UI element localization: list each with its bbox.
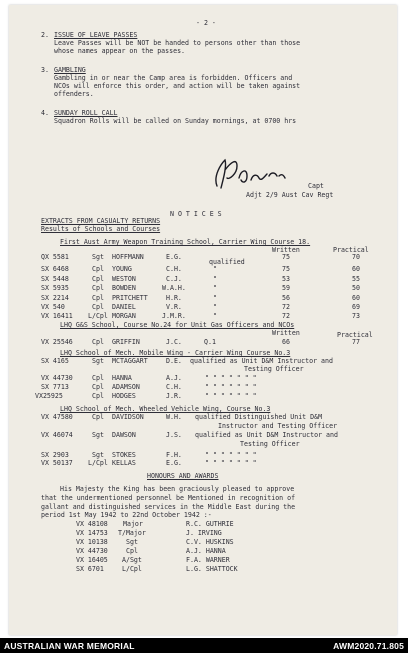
item-number: 3. [41, 66, 49, 74]
initials: W.A.H. [162, 284, 186, 292]
rank: A/Sgt [122, 556, 142, 564]
service-no: SX 5935 [41, 284, 69, 292]
service-no: SX 6468 [41, 265, 69, 273]
result: " [213, 265, 217, 273]
initials: C.J. [166, 275, 182, 283]
written-score: 75 [282, 253, 290, 261]
service-no: SX 2214 [41, 294, 69, 302]
surname: HANNA [112, 374, 132, 382]
result-text: " " " " " " " [205, 451, 257, 459]
rank: Major [123, 520, 143, 528]
initials: A.J. [166, 374, 182, 382]
surname: DANIEL [112, 303, 136, 311]
surname: ADAMSON [112, 383, 140, 391]
initials: J.M.R. [162, 312, 186, 320]
surname: WESTON [112, 275, 136, 283]
honours-line: gallant and distinguished services in the Middle East during the [41, 503, 296, 511]
rank: Cpl [92, 413, 104, 421]
initials: E.G. [166, 253, 182, 261]
item-line: offenders. [54, 90, 94, 98]
rank: Cpl [92, 303, 104, 311]
surname: HOFFMANN [112, 253, 144, 261]
rank: Cpl [92, 383, 104, 391]
initials: J.S. [166, 431, 182, 439]
initials: D.E. [166, 357, 182, 365]
service-no: VX 10138 [76, 538, 108, 546]
signature-rank: Capt [308, 182, 324, 190]
rank: Sgt [92, 431, 104, 439]
result: " [213, 275, 217, 283]
surname: HODGES [112, 392, 136, 400]
notices-title: N O T I C E S [170, 210, 222, 218]
practical-score: 60 [352, 294, 360, 302]
rank: L/Cpl [88, 312, 108, 320]
result-text: qualified as Unit D&M Instructor and [195, 431, 338, 439]
service-no: VX 16405 [76, 556, 108, 564]
surname: MCTAGGART [112, 357, 148, 365]
practical-score: 55 [352, 275, 360, 283]
service-no: SX 2903 [41, 451, 69, 459]
result-text: Instructor and Testing Officer [218, 422, 338, 430]
course-title: LHQ School of Mech. Mobile Wing - Carrier Wing Course No.3 [60, 349, 291, 357]
rank: L/Cpl [122, 565, 142, 573]
accession-number: AWM2020.71.805 [333, 641, 404, 651]
col-written: Written [272, 246, 300, 254]
initials: J.C. [166, 338, 182, 346]
surname: STOKES [112, 451, 136, 459]
written-score: 56 [282, 294, 290, 302]
item-line: Leave Passes will be NOT be handed to persons other than those [54, 39, 301, 47]
rank: Sgt [126, 538, 138, 546]
item-line: NCOs will enforce this order, and action will be taken against [54, 82, 301, 90]
course-title: First Aust Army Weapon Training School, Carrier Wing Course 18. [60, 238, 311, 246]
service-no: VX 16411 [41, 312, 73, 320]
page-number: - 2 - [196, 19, 216, 27]
practical-score: 60 [352, 265, 360, 273]
service-no: VX 48108 [76, 520, 108, 528]
rank: Cpl [92, 294, 104, 302]
initials: H.R. [166, 294, 182, 302]
result-text: qualified Distinguished Unit D&M [195, 413, 323, 421]
practical-score: 70 [352, 253, 360, 261]
rank: Sgt [92, 253, 104, 261]
written-score: 59 [282, 284, 290, 292]
recipient-name: F.A. WARNER [186, 556, 230, 564]
service-no: SX 5448 [41, 275, 69, 283]
honours-line: that the undermentioned personnel be Mentioned in recognition of [41, 494, 296, 502]
item-number: 2. [41, 31, 49, 39]
service-no: QX 5581 [41, 253, 69, 261]
rank: Cpl [92, 284, 104, 292]
initials: W.H. [166, 413, 182, 421]
result-text: Testing Officer [240, 440, 300, 448]
practical-score: 50 [352, 284, 360, 292]
service-no: VX 14753 [76, 529, 108, 537]
item-line: Gambling in or near the Camp area is forbidden. Officers and [54, 74, 293, 82]
rank: Cpl [92, 265, 104, 273]
col-written: Written [272, 329, 300, 337]
surname: KELLAS [112, 459, 136, 467]
rank: Cpl [126, 547, 138, 555]
initials: C.H. [166, 383, 182, 391]
service-no: VX 44730 [76, 547, 108, 555]
result: " [213, 284, 217, 292]
service-no: VX25925 [35, 392, 63, 400]
rank: Sgt [92, 357, 104, 365]
service-no: VX 50137 [41, 459, 73, 467]
surname: DAWSON [112, 431, 136, 439]
service-no: SX 7713 [41, 383, 69, 391]
rank: Cpl [92, 275, 104, 283]
written-score: 72 [282, 303, 290, 311]
course-title: LHQ School of Mech. Wheeled Vehicle Wing, Course No.3 [60, 405, 271, 413]
service-no: SX 4165 [41, 357, 69, 365]
item-heading: ISSUE OF LEAVE PASSES [54, 31, 138, 39]
written-score: 53 [282, 275, 290, 283]
handwritten-signature [207, 156, 297, 192]
rank: T/Major [118, 529, 146, 537]
initials: V.R. [166, 303, 182, 311]
result-text: qualified as Unit D&M Instructor and [190, 357, 333, 365]
result-text: Testing Officer [244, 365, 304, 373]
recipient-name: L.G. SHATTOCK [186, 565, 238, 573]
result-text: " " " " " " " [205, 383, 257, 391]
result-text: " " " " " " " [205, 374, 257, 382]
rank: Cpl [92, 338, 104, 346]
rank: Cpl [92, 374, 104, 382]
initials: E.G. [166, 459, 182, 467]
surname: GRIFFIN [112, 338, 140, 346]
col-practical: Practical [337, 331, 373, 339]
archive-name: AUSTRALIAN WAR MEMORIAL [4, 641, 135, 651]
result: " [213, 294, 217, 302]
item-heading: SUNDAY ROLL CALL [54, 109, 118, 117]
practical-score: 73 [352, 312, 360, 320]
course-title: LHQ G&S School, Course No.24 for Unit Gas Officers and NCOs [60, 321, 295, 329]
result-text: " " " " " " " [205, 392, 257, 400]
initials: F.H. [166, 451, 182, 459]
item-heading: GAMBLING [54, 66, 86, 74]
archive-footer-bar [0, 638, 408, 653]
recipient-name: J. IRVING [186, 529, 222, 537]
service-no: VX 25546 [41, 338, 73, 346]
recipient-name: C.V. HUSKINS [186, 538, 234, 546]
col-practical: Practical [333, 246, 369, 254]
written-score: 72 [282, 312, 290, 320]
practical-score: 77 [352, 338, 360, 346]
honours-heading: HONOURS AND AWARDS [147, 472, 219, 480]
result: " [213, 303, 217, 311]
recipient-name: R.C. GUTHRIE [186, 520, 234, 528]
item-line: whose names appear on the passes. [54, 47, 186, 55]
initials: C.H. [166, 265, 182, 273]
rank: L/Cpl [88, 459, 108, 467]
result: " [213, 312, 217, 320]
service-no: VX 46074 [41, 431, 73, 439]
service-no: VX 44730 [41, 374, 73, 382]
result-text: " " " " " " " [205, 459, 257, 467]
recipient-name: A.J. HANNA [186, 547, 226, 555]
surname: MORGAN [112, 312, 136, 320]
results-heading: Results of Schools and Courses [41, 225, 161, 233]
extracts-heading: EXTRACTS FROM CASUALTY RETURNS [41, 217, 161, 225]
service-no: VX 47580 [41, 413, 73, 421]
honours-line: His Majesty the King has been graciously pleased to approve [60, 485, 295, 493]
written-score: 66 [282, 338, 290, 346]
item-line: Squadron Rolls will be called on Sunday mornings, at 0700 hrs [54, 117, 297, 125]
initials: J.R. [166, 392, 182, 400]
surname: PRITCHETT [112, 294, 148, 302]
practical-score: 69 [352, 303, 360, 311]
service-no: VX 540 [41, 303, 65, 311]
item-number: 4. [41, 109, 49, 117]
rank: Sgt [92, 451, 104, 459]
surname: BOWDEN [112, 284, 136, 292]
rank: Cpl [92, 392, 104, 400]
result: Q.1 [204, 338, 216, 346]
signature-title: Adjt 2/9 Aust Cav Regt [246, 191, 334, 199]
surname: DAVIDSON [112, 413, 144, 421]
result: qualified [209, 258, 245, 266]
surname: YOUNG [112, 265, 132, 273]
honours-line: period 1st May 1942 to 22nd October 1942 :- [41, 511, 212, 519]
service-no: SX 6701 [76, 565, 104, 573]
written-score: 75 [282, 265, 290, 273]
